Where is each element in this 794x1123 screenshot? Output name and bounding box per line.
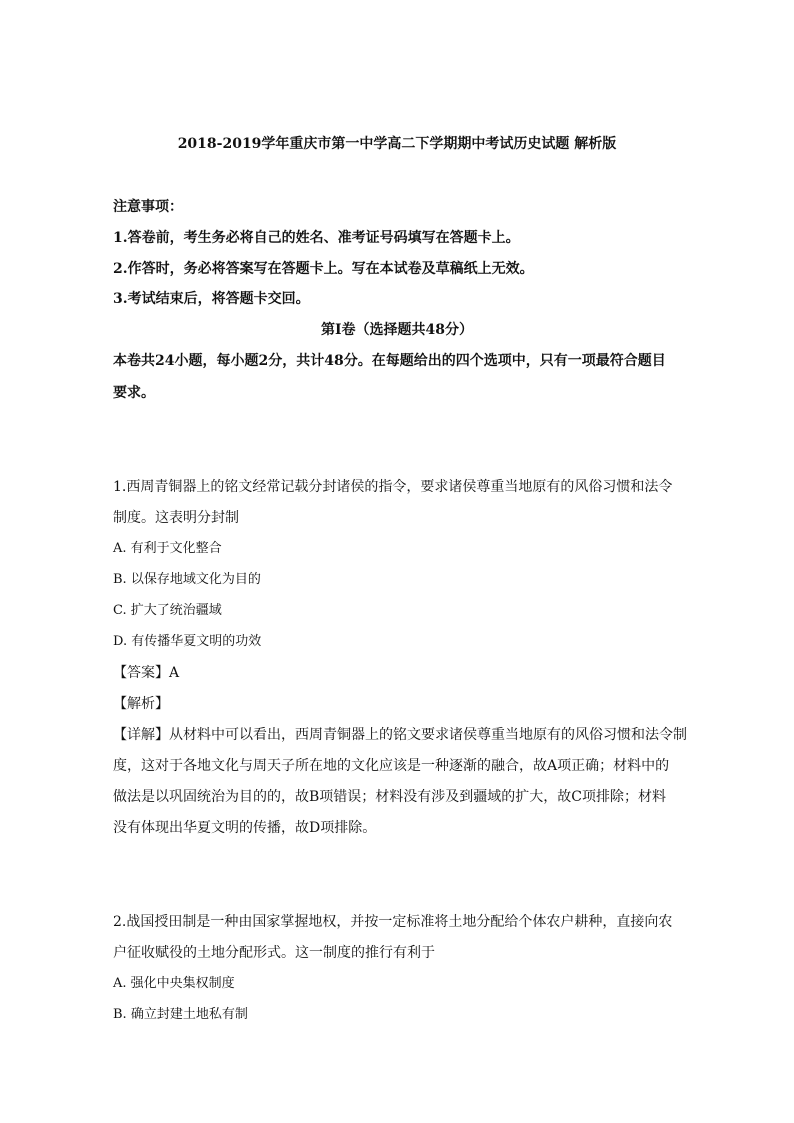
question-1-option-d: D. 有传播华夏文明的功效 bbox=[113, 634, 262, 649]
document-title: 2018-2019学年重庆市第一中学高二下学期期中考试历史试题 解析版 bbox=[177, 136, 617, 152]
section-title: 第Ⅰ卷（选择题共48分） bbox=[320, 322, 474, 338]
question-1-answer: 【答案】A bbox=[113, 665, 180, 681]
question-1-detail: 没有体现出华夏文明的传播，故D项排除。 bbox=[113, 820, 377, 836]
question-2-stem: 2.战国授田制是一种由国家掌握地权，并按一定标准将土地分配给个体农户耕种，直接向农 bbox=[113, 914, 673, 930]
question-1-detail: 做法是以巩固统治为目的的，故B项错误；材料没有涉及到疆域的扩大，故C项排除；材料 bbox=[113, 789, 666, 805]
notice-item: 3.考试结束后，将答题卡交回。 bbox=[113, 291, 310, 307]
notice-heading: 注意事项： bbox=[113, 199, 183, 215]
question-1-option-b: B. 以保存地域文化为目的 bbox=[113, 572, 261, 587]
question-1-option-c: C. 扩大了统治疆域 bbox=[113, 603, 222, 618]
section-description: 要求。 bbox=[113, 385, 155, 401]
question-1-detail: 度，这对于各地文化与周天子所在地的文化应该是一种逐渐的融合，故A项正确；材料中的 bbox=[113, 758, 670, 774]
question-2-stem: 户征收赋役的土地分配形式。这一制度的推行有利于 bbox=[113, 945, 435, 961]
question-1-analysis-label: 【解析】 bbox=[113, 696, 169, 712]
notice-item: 1.答卷前，考生务必将自己的姓名、准考证号码填写在答题卡上。 bbox=[113, 230, 520, 246]
question-1-detail: 【详解】从材料中可以看出，西周青铜器上的铭文要求诸侯尊重当地原有的风俗习惯和法令制 bbox=[113, 727, 687, 743]
notice-item: 2.作答时，务必将答案写在答题卡上。写在本试卷及草稿纸上无效。 bbox=[113, 261, 534, 277]
question-1-option-a: A. 有利于文化整合 bbox=[113, 541, 222, 556]
question-2-option-b: B. 确立封建土地私有制 bbox=[113, 1007, 248, 1022]
question-2-option-a: A. 强化中央集权制度 bbox=[113, 976, 235, 991]
section-description: 本卷共24小题，每小题2分，共计48分。在每题给出的四个选项中，只有一项最符合题目 bbox=[113, 353, 666, 369]
question-1-stem: 制度。这表明分封制 bbox=[113, 510, 239, 526]
question-1-stem: 1.西周青铜器上的铭文经常记载分封诸侯的指令，要求诸侯尊重当地原有的风俗习惯和法令 bbox=[113, 479, 673, 495]
